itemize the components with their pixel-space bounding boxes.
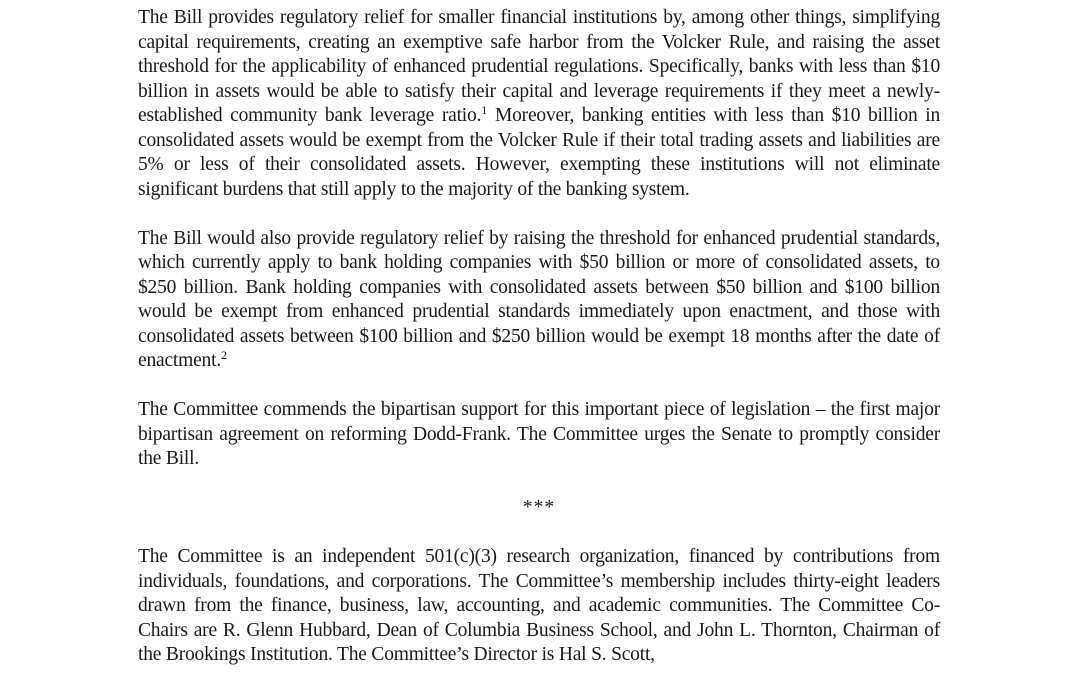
paragraph-committee-commends <box>138 398 940 472</box>
paragraph-text: The Committee is an independent 501(c)(3) research organization, financed by contributions from individuals, foundations, and corporations. The Committee’s membership includes thirty-eight leaders drawn from the finance, business, law, accounting, and academic communities. The Committee Co-Chairs are R. Glenn Hubbard, Dean of Columbia Business School, and John L. Thornton, Chairman of the Brookings Institution. The Committee’s Director is Hal S. Scott, <box>138 546 940 665</box>
footnote-ref-2: 2 <box>221 348 227 362</box>
paragraph-bill-regulatory-relief <box>138 6 940 202</box>
paragraph-text: The Bill would also provide regulatory relief by raising the threshold for enhanced prudential standards, which currently apply to bank holding companies with $50 billion or more of consolidated assets, to $250 billion. Bank holding companies with consolidated assets between $50 billion and $100 billion would be exempt from enhanced prudential standards immediately upon enactment, and those with consolidated assets between $100 billion and $250 billion would be exempt 18 months after the date of enactment. <box>138 227 940 371</box>
paragraph-text: The Bill provides regulatory relief for smaller financial institutions by, among other things, simplifying capital requirements, creating an exemptive safe harbor from the Volcker Rule, and raising the asset threshold for the applicability of enhanced prudential regulations. Specifically, banks with less than $10 billion in assets would be able to satisfy their capital and leverage requirements if they meet a newly-established community bank leverage ratio. <box>138 7 940 126</box>
paragraph-text: The Committee commends the bipartisan support for this important piece of legislation – the first major bipartisan agreement on reforming Dodd-Frank. The Committee urges the Senate to promptly consider the Bill. <box>138 399 940 469</box>
paragraph-enhanced-prudential-threshold <box>138 227 940 374</box>
document-page <box>138 0 940 692</box>
footnote-ref-1: 1 <box>481 103 488 117</box>
section-separator: *** <box>522 497 556 518</box>
paragraph-text: Moreover, banking entities with less than $10 billion in consolidated assets would be exempt from the Volcker Rule if their total trading assets and liabilities are 5% or less of their consolidated assets. However, exempting these institutions will not eliminate significant burdens that still apply to the majority of the banking system. <box>138 105 940 200</box>
paragraph-committee-description <box>138 545 940 668</box>
